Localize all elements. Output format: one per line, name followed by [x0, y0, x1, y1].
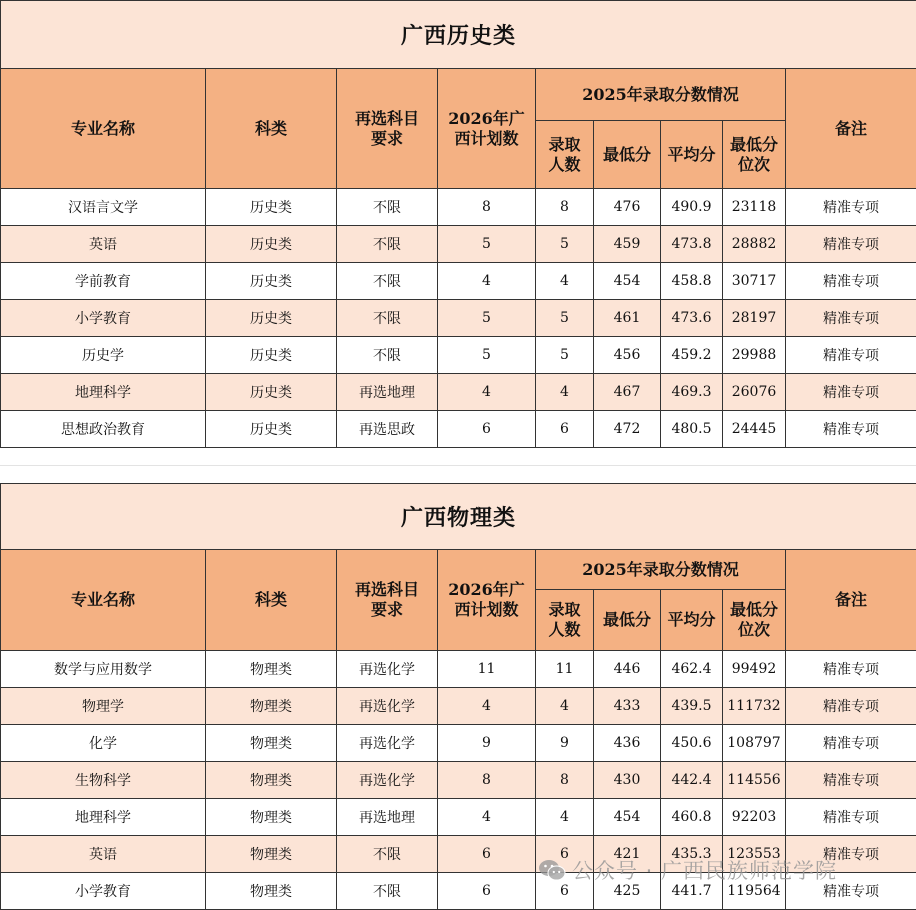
table-row [1, 799, 916, 836]
min-score-cell: 425 [594, 873, 661, 910]
score-table-history [0, 0, 916, 448]
min-score-cell: 461 [594, 300, 661, 337]
admitted-cell: 4 [536, 688, 594, 725]
avg-score-cell: 450.6 [661, 725, 723, 762]
header-min-score: 最低分 [594, 121, 661, 189]
plan-cell: 5 [438, 300, 536, 337]
header-min-score: 最低分 [594, 590, 661, 651]
min-rank-cell: 24445 [723, 411, 786, 448]
category-cell: 历史类 [206, 337, 337, 374]
plan-cell: 11 [438, 651, 536, 688]
section-title: 广西物理类 [1, 484, 916, 550]
major-cell: 数学与应用数学 [1, 651, 206, 688]
note-cell: 精准专项 [786, 374, 916, 411]
table-row [1, 873, 916, 910]
subject-requirement-cell: 再选化学 [337, 725, 438, 762]
header-admitted: 录取人数 [536, 121, 594, 189]
header-admitted: 录取人数 [536, 590, 594, 651]
plan-cell: 5 [438, 337, 536, 374]
table-row [1, 263, 916, 300]
category-cell: 历史类 [206, 374, 337, 411]
section-physics [0, 483, 916, 910]
avg-score-cell: 458.8 [661, 263, 723, 300]
min-score-cell: 433 [594, 688, 661, 725]
table-row [1, 762, 916, 799]
category-cell: 物理类 [206, 873, 337, 910]
note-cell: 精准专项 [786, 651, 916, 688]
plan-cell: 4 [438, 799, 536, 836]
header-2025-scores: 2025年录取分数情况 [536, 550, 786, 590]
category-cell: 物理类 [206, 651, 337, 688]
avg-score-cell: 480.5 [661, 411, 723, 448]
note-cell: 精准专项 [786, 337, 916, 374]
admitted-cell: 4 [536, 374, 594, 411]
avg-score-cell: 473.8 [661, 226, 723, 263]
table-row [1, 300, 916, 337]
min-rank-cell: 23118 [723, 189, 786, 226]
major-cell: 历史学 [1, 337, 206, 374]
header-avg-score: 平均分 [661, 590, 723, 651]
admitted-cell: 6 [536, 836, 594, 873]
subject-requirement-cell: 不限 [337, 300, 438, 337]
header-subject-requirement: 再选科目要求 [337, 550, 438, 651]
category-cell: 历史类 [206, 300, 337, 337]
min-score-cell: 467 [594, 374, 661, 411]
table-row [1, 725, 916, 762]
plan-cell: 5 [438, 226, 536, 263]
major-cell: 汉语言文学 [1, 189, 206, 226]
plan-cell: 4 [438, 374, 536, 411]
subject-requirement-cell: 不限 [337, 226, 438, 263]
note-cell: 精准专项 [786, 300, 916, 337]
avg-score-cell: 473.6 [661, 300, 723, 337]
subject-requirement-cell: 再选地理 [337, 799, 438, 836]
avg-score-cell: 460.8 [661, 799, 723, 836]
min-rank-cell: 123553 [723, 836, 786, 873]
plan-cell: 4 [438, 263, 536, 300]
avg-score-cell: 462.4 [661, 651, 723, 688]
admitted-cell: 11 [536, 651, 594, 688]
subject-requirement-cell: 再选化学 [337, 688, 438, 725]
score-table-physics [0, 483, 916, 910]
major-cell: 化学 [1, 725, 206, 762]
major-cell: 地理科学 [1, 799, 206, 836]
admitted-cell: 5 [536, 300, 594, 337]
plan-cell: 6 [438, 411, 536, 448]
header-2025-scores: 2025年录取分数情况 [536, 69, 786, 121]
major-cell: 物理学 [1, 688, 206, 725]
min-rank-cell: 111732 [723, 688, 786, 725]
min-rank-cell: 26076 [723, 374, 786, 411]
plan-cell: 9 [438, 725, 536, 762]
note-cell: 精准专项 [786, 725, 916, 762]
category-cell: 历史类 [206, 411, 337, 448]
subject-requirement-cell: 再选化学 [337, 651, 438, 688]
plan-cell: 6 [438, 873, 536, 910]
category-cell: 物理类 [206, 762, 337, 799]
header-category: 科类 [206, 69, 337, 189]
min-rank-cell: 108797 [723, 725, 786, 762]
note-cell: 精准专项 [786, 688, 916, 725]
category-cell: 物理类 [206, 688, 337, 725]
subject-requirement-cell: 不限 [337, 873, 438, 910]
avg-score-cell: 459.2 [661, 337, 723, 374]
avg-score-cell: 442.4 [661, 762, 723, 799]
note-cell: 精准专项 [786, 836, 916, 873]
table-row [1, 836, 916, 873]
admitted-cell: 8 [536, 762, 594, 799]
header-min-rank: 最低分位次 [723, 590, 786, 651]
major-cell: 小学教育 [1, 300, 206, 337]
avg-score-cell: 469.3 [661, 374, 723, 411]
table-row [1, 189, 916, 226]
min-rank-cell: 29988 [723, 337, 786, 374]
min-score-cell: 459 [594, 226, 661, 263]
header-major: 专业名称 [1, 69, 206, 189]
min-rank-cell: 28197 [723, 300, 786, 337]
plan-cell: 6 [438, 836, 536, 873]
subject-requirement-cell: 不限 [337, 836, 438, 873]
section-title: 广西历史类 [1, 1, 916, 69]
min-score-cell: 472 [594, 411, 661, 448]
min-score-cell: 454 [594, 263, 661, 300]
min-rank-cell: 114556 [723, 762, 786, 799]
header-major: 专业名称 [1, 550, 206, 651]
note-cell: 精准专项 [786, 226, 916, 263]
admitted-cell: 4 [536, 263, 594, 300]
min-score-cell: 454 [594, 799, 661, 836]
header-note: 备注 [786, 550, 916, 651]
header-plan-2026: 2026年广西计划数 [438, 69, 536, 189]
category-cell: 历史类 [206, 263, 337, 300]
note-cell: 精准专项 [786, 411, 916, 448]
min-rank-cell: 30717 [723, 263, 786, 300]
subject-requirement-cell: 再选思政 [337, 411, 438, 448]
category-cell: 物理类 [206, 799, 337, 836]
section-history [0, 0, 916, 448]
table-row [1, 688, 916, 725]
subject-requirement-cell: 再选地理 [337, 374, 438, 411]
min-rank-cell: 92203 [723, 799, 786, 836]
category-cell: 物理类 [206, 725, 337, 762]
subject-requirement-cell: 不限 [337, 263, 438, 300]
admitted-cell: 4 [536, 799, 594, 836]
header-subject-requirement: 再选科目要求 [337, 69, 438, 189]
note-cell: 精准专项 [786, 873, 916, 910]
blank-row-gap [0, 448, 916, 484]
category-cell: 物理类 [206, 836, 337, 873]
category-cell: 历史类 [206, 226, 337, 263]
major-cell: 思想政治教育 [1, 411, 206, 448]
major-cell: 学前教育 [1, 263, 206, 300]
plan-cell: 4 [438, 688, 536, 725]
watermark-text: 公众号 · 广西民族师范学院 [572, 859, 838, 883]
min-score-cell: 476 [594, 189, 661, 226]
major-cell: 地理科学 [1, 374, 206, 411]
min-score-cell: 446 [594, 651, 661, 688]
note-cell: 精准专项 [786, 799, 916, 836]
header-plan-2026: 2026年广西计划数 [438, 550, 536, 651]
avg-score-cell: 435.3 [661, 836, 723, 873]
min-rank-cell: 28882 [723, 226, 786, 263]
min-score-cell: 436 [594, 725, 661, 762]
avg-score-cell: 490.9 [661, 189, 723, 226]
note-cell: 精准专项 [786, 762, 916, 799]
major-cell: 英语 [1, 836, 206, 873]
admitted-cell: 6 [536, 411, 594, 448]
table-row [1, 337, 916, 374]
subject-requirement-cell: 不限 [337, 337, 438, 374]
major-cell: 小学教育 [1, 873, 206, 910]
note-cell: 精准专项 [786, 263, 916, 300]
major-cell: 英语 [1, 226, 206, 263]
major-cell: 生物科学 [1, 762, 206, 799]
table-row [1, 411, 916, 448]
min-rank-cell: 99492 [723, 651, 786, 688]
table-row [1, 651, 916, 688]
min-score-cell: 430 [594, 762, 661, 799]
header-note: 备注 [786, 69, 916, 189]
min-score-cell: 456 [594, 337, 661, 374]
header-category: 科类 [206, 550, 337, 651]
subject-requirement-cell: 不限 [337, 189, 438, 226]
min-score-cell: 421 [594, 836, 661, 873]
category-cell: 历史类 [206, 189, 337, 226]
subject-requirement-cell: 再选化学 [337, 762, 438, 799]
header-min-rank: 最低分位次 [723, 121, 786, 189]
min-rank-cell: 119564 [723, 873, 786, 910]
plan-cell: 8 [438, 189, 536, 226]
table-row [1, 226, 916, 263]
admitted-cell: 5 [536, 337, 594, 374]
table-row [1, 374, 916, 411]
avg-score-cell: 439.5 [661, 688, 723, 725]
admitted-cell: 8 [536, 189, 594, 226]
plan-cell: 8 [438, 762, 536, 799]
note-cell: 精准专项 [786, 189, 916, 226]
admitted-cell: 9 [536, 725, 594, 762]
admitted-cell: 5 [536, 226, 594, 263]
header-avg-score: 平均分 [661, 121, 723, 189]
avg-score-cell: 441.7 [661, 873, 723, 910]
admitted-cell: 6 [536, 873, 594, 910]
